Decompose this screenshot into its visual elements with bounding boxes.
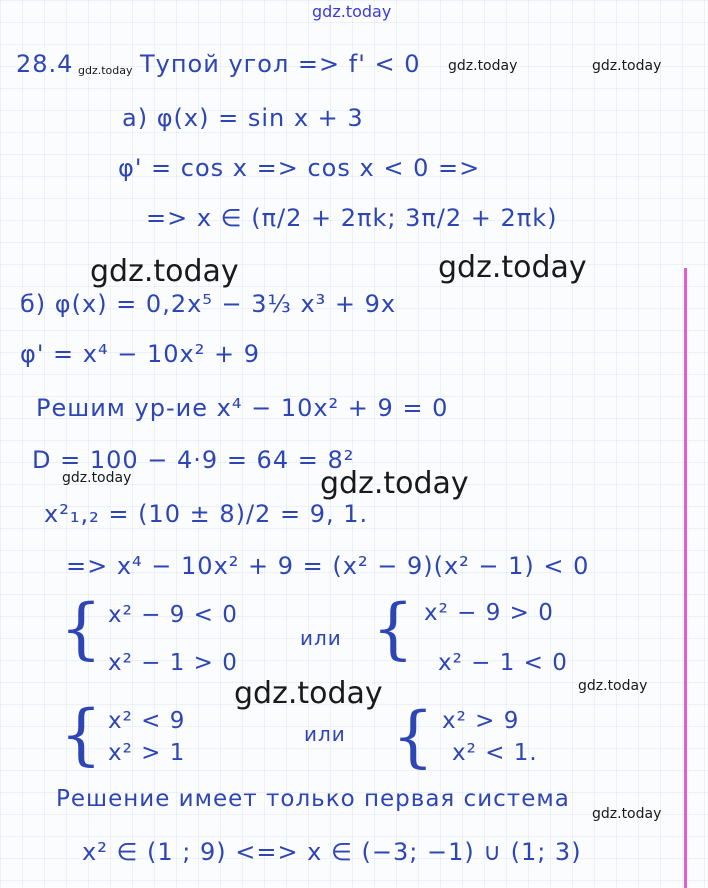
- part-a-function: а) φ(x) = sin x + 3: [122, 104, 364, 132]
- or-label-2: или: [304, 722, 346, 746]
- final-answer: x² ∈ (1 ; 9) <=> x ∈ (−3; −1) ∪ (1; 3): [82, 838, 582, 866]
- watermark: gdz.today: [592, 58, 662, 74]
- system1-right-ineq2: x² − 1 < 0: [438, 650, 568, 676]
- watermark: gdz.today: [62, 470, 132, 486]
- margin-line: [684, 268, 687, 888]
- watermark: gdz.today: [448, 58, 518, 74]
- watermark-top: gdz.today: [312, 2, 392, 21]
- brace-right-2: {: [392, 698, 434, 775]
- watermark: gdz.today: [320, 466, 469, 501]
- brace-left-2: {: [60, 696, 102, 773]
- watermark: gdz.today: [438, 250, 587, 285]
- watermark: gdz.today: [592, 806, 662, 822]
- system1-left-ineq1: x² − 9 < 0: [108, 602, 238, 628]
- part-a-answer: => x ∈ (π/2 + 2πk; 3π/2 + 2πk): [146, 204, 558, 232]
- problem-number: 28.4: [16, 50, 74, 78]
- conclusion: Решение имеет только первая система: [56, 786, 570, 812]
- part-b-function: б) φ(x) = 0,2x⁵ − 3⅓ x³ + 9x: [20, 290, 397, 318]
- brace-right-1: {: [372, 590, 414, 667]
- watermark: gdz.today: [578, 678, 648, 694]
- watermark: gdz.today: [234, 676, 383, 711]
- intro-line: Тупой угол => f' < 0: [140, 50, 421, 78]
- system2-right-ineq2: x² < 1.: [452, 740, 538, 766]
- factorization: => x⁴ − 10x² + 9 = (x² − 9)(x² − 1) < 0: [66, 552, 590, 580]
- brace-left-1: {: [60, 590, 102, 667]
- discriminant: D = 100 − 4·9 = 64 = 8²: [32, 446, 355, 474]
- system1-right-ineq1: x² − 9 > 0: [424, 600, 554, 626]
- system2-left-ineq2: x² > 1: [108, 740, 186, 766]
- part-a-derivative: φ' = cos x => cos x < 0 =>: [118, 154, 481, 182]
- watermark: gdz.today: [90, 254, 239, 289]
- part-b-equation: Решим ур-ие x⁴ − 10x² + 9 = 0: [36, 394, 449, 422]
- system2-left-ineq1: x² < 9: [108, 708, 186, 734]
- system2-right-ineq1: x² > 9: [442, 708, 520, 734]
- system1-left-ineq2: x² − 1 > 0: [108, 650, 238, 676]
- part-b-derivative: φ' = x⁴ − 10x² + 9: [20, 340, 260, 368]
- watermark: gdz.today: [78, 64, 133, 77]
- or-label-1: или: [300, 626, 342, 650]
- roots: x²₁,₂ = (10 ± 8)/2 = 9, 1.: [44, 500, 369, 528]
